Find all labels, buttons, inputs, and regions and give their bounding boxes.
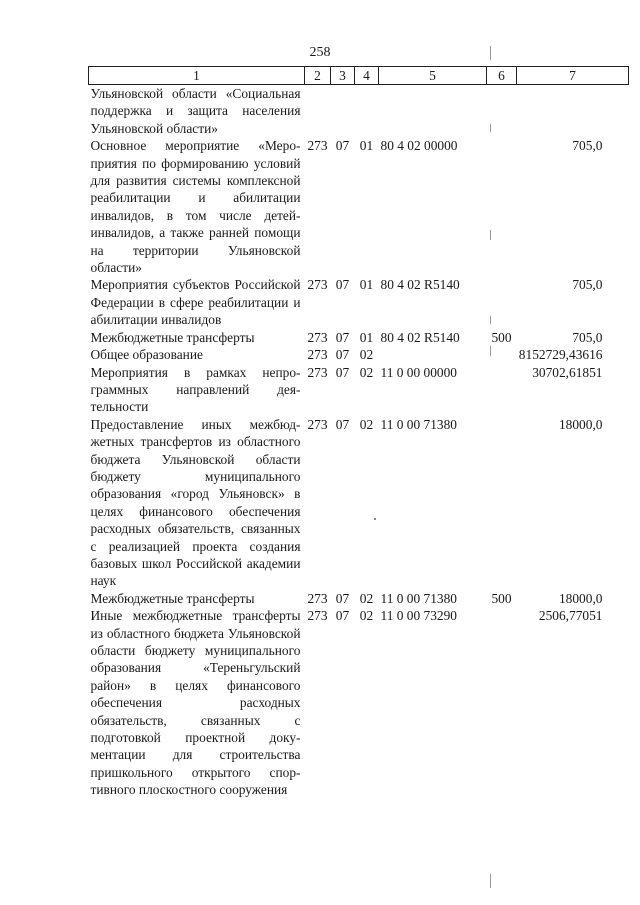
row-section-code: 07 <box>335 277 350 293</box>
row-name: Мероприятия субъектов Российской Федерации в сфере реабилитации и абилитации инвалидов <box>90 277 301 328</box>
row-amount <box>517 85 629 138</box>
scan-artifact <box>490 316 491 324</box>
row-name: Основное мероприятие «Мероприятия по формированию условий для развития системы комплексной реабилитации и абилитации инвалидов, в том числе детей-инвалидов, а также ранней помощи на территории Ульяновской области» <box>90 138 301 276</box>
row-ministry-code: 273 <box>307 416 328 432</box>
row-amount: 18000,0 <box>558 590 603 606</box>
row-subsection-code: 01 <box>359 329 374 345</box>
column-header-7: 7 <box>517 67 629 85</box>
row-ministry-code: 273 <box>307 590 328 606</box>
table-row <box>89 85 629 138</box>
row-subsection-code: 01 <box>359 138 374 154</box>
row-section-code: 07 <box>335 590 350 606</box>
row-subsection-code: 01 <box>359 277 374 293</box>
row-name: Мероприятия в рамках непрограммных направлений деятельности <box>90 364 301 415</box>
table-row <box>89 607 629 798</box>
table-row <box>89 590 629 607</box>
row-section-code: 07 <box>335 347 350 363</box>
scan-artifact <box>374 518 376 520</box>
row-subsection-code: 02 <box>359 364 374 380</box>
row-section-code: 07 <box>335 416 350 432</box>
row-amount: 705,0 <box>572 329 603 345</box>
row-ministry-code: 273 <box>307 347 328 363</box>
row-expense-type <box>487 346 517 363</box>
column-header-3: 3 <box>331 67 355 85</box>
column-header-4: 4 <box>355 67 379 85</box>
row-section-code <box>331 85 355 138</box>
row-amount: 2506,77051 <box>538 608 603 624</box>
row-target-article: 11 0 00 71380 <box>380 590 457 606</box>
row-expense-type <box>487 276 517 328</box>
row-name: Иные межбюджетные трансферты из областного бюджета Ульяновской области бюджету муниципального образования «Тереньгульский район» в целях финансового обеспечения расходных обязательств, связанных с подготовкой проектной документации для строительства пришкольного открытого спортивного плоскостного сооружения <box>90 608 301 798</box>
scan-artifact <box>490 346 491 356</box>
row-section-code: 07 <box>335 364 350 380</box>
row-expense-type <box>487 607 517 798</box>
row-section-code: 07 <box>335 608 350 624</box>
column-header-2: 2 <box>305 67 331 85</box>
row-target-article: 80 4 02 00000 <box>380 138 458 154</box>
row-subsection-code <box>355 85 379 138</box>
row-ministry-code <box>305 85 331 138</box>
row-subsection-code: 02 <box>359 347 374 363</box>
row-expense-type: 500 <box>491 590 512 606</box>
budget-table <box>88 66 629 799</box>
table-row <box>89 364 629 416</box>
table-row <box>89 276 629 328</box>
table-row <box>89 416 629 590</box>
row-ministry-code: 273 <box>307 277 328 293</box>
column-header-5: 5 <box>379 67 487 85</box>
row-subsection-code: 02 <box>359 416 374 432</box>
scan-artifact <box>490 124 491 132</box>
row-section-code: 07 <box>335 138 350 154</box>
row-target-article <box>379 85 487 138</box>
scan-artifact <box>490 46 491 60</box>
row-expense-type <box>487 364 517 416</box>
table-row <box>89 346 629 363</box>
row-ministry-code: 273 <box>307 608 328 624</box>
row-target-article: 80 4 02 R5140 <box>380 277 460 293</box>
scan-artifact <box>490 230 491 240</box>
row-amount: 8152729,43616 <box>518 347 603 363</box>
row-amount: 705,0 <box>572 277 603 293</box>
row-name: Ульяновской области «Социальная поддержка и защита населения Ульяновской области» <box>90 86 301 136</box>
row-ministry-code: 273 <box>307 364 328 380</box>
row-name: Предоставление иных межбюджетных трансфертов из областного бюджета Ульяновской области бюджету муниципального образования «город Ульяновск» в целях финансового обеспечения расходных обязательств, связанных с реализацией проекта создания базовых школ Российской академии наук <box>90 416 301 589</box>
row-subsection-code: 02 <box>359 608 374 624</box>
table-row <box>89 329 629 346</box>
row-name: Межбюджетные трансферты <box>90 590 255 606</box>
row-name: Общее образование <box>90 347 203 363</box>
table-body <box>89 85 629 799</box>
row-section-code: 07 <box>335 329 350 345</box>
row-amount: 705,0 <box>572 138 603 154</box>
page-number: 258 <box>309 45 331 60</box>
table-row <box>89 137 629 276</box>
column-number-header <box>89 67 629 85</box>
row-name: Межбюджетные трансферты <box>90 329 255 345</box>
row-ministry-code: 273 <box>307 138 328 154</box>
row-expense-type: 500 <box>491 329 512 345</box>
row-target-article: 11 0 00 71380 <box>380 416 457 432</box>
column-header-1: 1 <box>89 67 305 85</box>
column-header-6: 6 <box>487 67 517 85</box>
row-amount: 18000,0 <box>558 416 603 432</box>
row-expense-type <box>487 85 517 138</box>
row-amount: 30702,61851 <box>532 364 603 380</box>
row-target-article: 80 4 02 R5140 <box>380 329 460 345</box>
row-target-article: 11 0 00 00000 <box>380 364 457 380</box>
row-ministry-code: 273 <box>307 329 328 345</box>
row-target-article <box>379 346 487 363</box>
row-target-article: 11 0 00 73290 <box>380 608 457 624</box>
row-expense-type <box>487 137 517 276</box>
row-subsection-code: 02 <box>359 590 374 606</box>
scan-artifact <box>490 874 491 888</box>
row-expense-type <box>487 416 517 590</box>
